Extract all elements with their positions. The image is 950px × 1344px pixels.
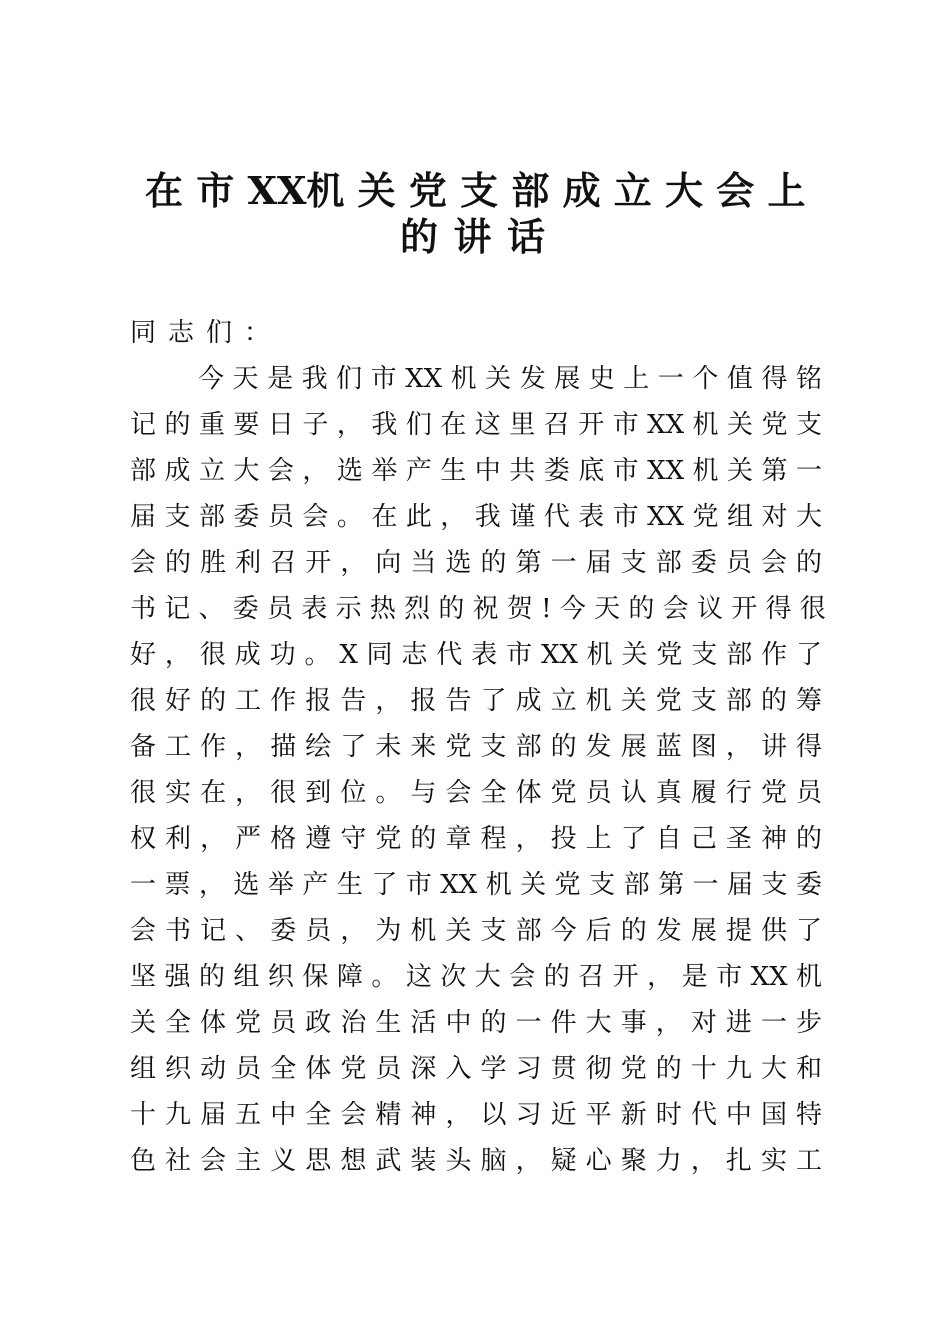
body-line: 会 的 胜 利 召 开 ， 向 当 选 的 第 一 届 支 部 委 员 会 的 [130,548,822,578]
body-line: 很 好 的 工 作 报 告 ， 报 告 了 成 立 机 关 党 支 部 的 筹 [130,686,822,716]
body-line: 色 社 会 主 义 思 想 武 装 头 脑 ， 疑 心 聚 力 ， 扎 实 工 [130,1146,822,1176]
body-line: 部 成 立 大 会 ， 选 举 产 生 中 共 娄 底 市 XX 机 关 第 一 [130,456,822,486]
salutation: 同志们： [130,318,283,348]
body-line: 届 支 部 委 员 会 。 在 此 ， 我 谨 代 表 市 XX 党 组 对 大 [130,502,822,532]
title-line-2: 的 讲 话 [400,214,545,259]
body-line: 好 ， 很 成 功 。 X 同 志 代 表 市 XX 机 关 党 支 部 作 了 [130,640,822,670]
body-line: 会 书 记 、 委 员 ， 为 机 关 支 部 今 后 的 发 展 提 供 了 [130,916,822,946]
body-line: 记 的 重 要 日 子 ， 我 们 在 这 里 召 开 市 XX 机 关 党 支 [130,410,822,440]
body-line: 很 实 在 ， 很 到 位 。 与 会 全 体 党 员 认 真 履 行 党 员 [130,778,822,808]
body-line: 一 票 ， 选 举 产 生 了 市 XX 机 关 党 支 部 第 一 届 支 委 [130,870,822,900]
body-line: 备 工 作 ， 描 绘 了 未 来 党 支 部 的 发 展 蓝 图 ， 讲 得 [130,732,822,762]
title-line-1: 在 市 XX机 关 党 支 部 成 立 大 会 上 [145,168,806,213]
body-line: 今 天 是 我 们 市 XX 机 关 发 展 史 上 一 个 值 得 铭 [198,364,822,394]
body-line: 坚 强 的 组 织 保 障 。 这 次 大 会 的 召 开 ， 是 市 XX 机 [130,962,822,992]
body-line: 关 全 体 党 员 政 治 生 活 中 的 一 件 大 事 ， 对 进 一 步 [130,1008,822,1038]
body-line: 书 记 、 委 员 表 示 热 烈 的 祝 贺 ! 今 天 的 会 议 开 得 很 [130,594,826,624]
body-line: 权 利 ， 严 格 遵 守 党 的 章 程 ， 投 上 了 自 己 圣 神 的 [130,824,822,854]
body-line: 十 九 届 五 中 全 会 精 神 ， 以 习 近 平 新 时 代 中 国 特 [130,1100,822,1130]
body-line: 组 织 动 员 全 体 党 员 深 入 学 习 贯 彻 党 的 十 九 大 和 [130,1054,822,1084]
